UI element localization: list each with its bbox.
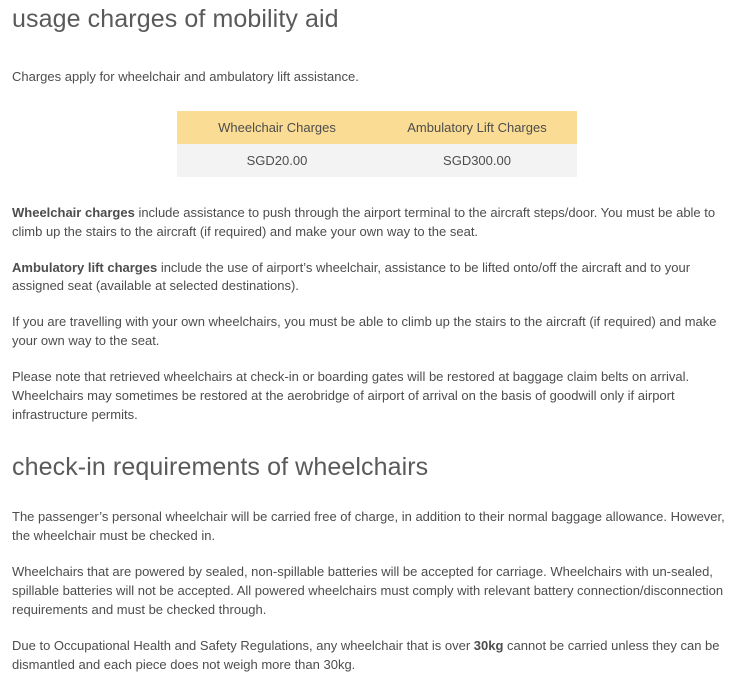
table-cell-wheelchair-price: SGD20.00: [177, 144, 377, 177]
paragraph-retrieved-wheelchairs: Please note that retrieved wheelchairs at check-in or boarding gates will be restored at baggage claim belts on arrival. Wheelchairs may sometimes be restored at the aerobridge of airport of arrival on the basis of goodwill only if airport infrastructure permits.: [12, 368, 690, 422]
spacer: [12, 546, 742, 563]
spacer: [12, 296, 742, 313]
spacer: [12, 351, 742, 368]
charges-table: [177, 111, 577, 177]
spacer: [12, 177, 742, 204]
paragraph-ohs-weight-limit: [12, 637, 742, 674]
paragraph-ambulatory-charges: [12, 259, 742, 297]
page-title-mobility-charges: usage charges of mobility aid: [12, 5, 339, 33]
table-row: [177, 144, 577, 177]
label-wheelchair-charges: Wheelchair charges: [12, 204, 135, 220]
table-cell-ambulatory-price: SGD300.00: [377, 144, 577, 177]
text-ohs-weight: 30kg: [473, 637, 504, 653]
label-ambulatory-lift-charges: Ambulatory lift charges: [12, 259, 158, 275]
spacer: [12, 34, 742, 68]
table-header-row: [177, 111, 577, 144]
paragraph-batteries: Wheelchairs that are powered by sealed, non-spillable batteries will be accepted for carriage. Wheelchairs with un-sealed, spillable batteries will not be accepted. All powered wheelchairs must comply with relevant battery connection/disconnection requirements and must be checked through.: [12, 564, 724, 617]
spacer: [12, 620, 742, 637]
paragraph-personal-wheelchair: The passenger’s personal wheelchair will be carried free of charge, in addition to their normal baggage allowance. However, the wheelchair must be checked in.: [12, 509, 725, 544]
text-wheelchair-charges: include assistance to push through the airport terminal to the aircraft steps/door. You must be able to climb up the stairs to the aircraft (if required) and make your own way to the seat.: [12, 204, 716, 239]
spacer: [12, 242, 742, 259]
text-ambulatory-lift-charges: include the use of airport’s wheelchair, assistance to be lifted onto/off the aircraft and to your assigned seat (available at selected destinations).: [12, 259, 691, 294]
text-ohs-pre: Due to Occupational Health and Safety Regulations, any wheelchair that is over: [12, 637, 474, 653]
spacer: [12, 482, 742, 508]
paragraph-wheelchair-charges: [12, 204, 742, 242]
intro-paragraph: Charges apply for wheelchair and ambulatory lift assistance.: [12, 69, 359, 84]
paragraph-own-wheelchairs: If you are travelling with your own wheelchairs, you must be able to climb up the stairs to the aircraft (if required) and make your own way to the seat.: [12, 314, 717, 349]
page-title-checkin-requirements: check-in requirements of wheelchairs: [12, 453, 429, 482]
table-header-wheelchair: Wheelchair Charges: [177, 111, 377, 144]
table-header-ambulatory: Ambulatory Lift Charges: [377, 111, 577, 144]
spacer: [12, 87, 742, 111]
text-ohs-post: cannot be carried unless they can be dismantled and each piece does not weigh more than 30kg.: [12, 637, 720, 672]
